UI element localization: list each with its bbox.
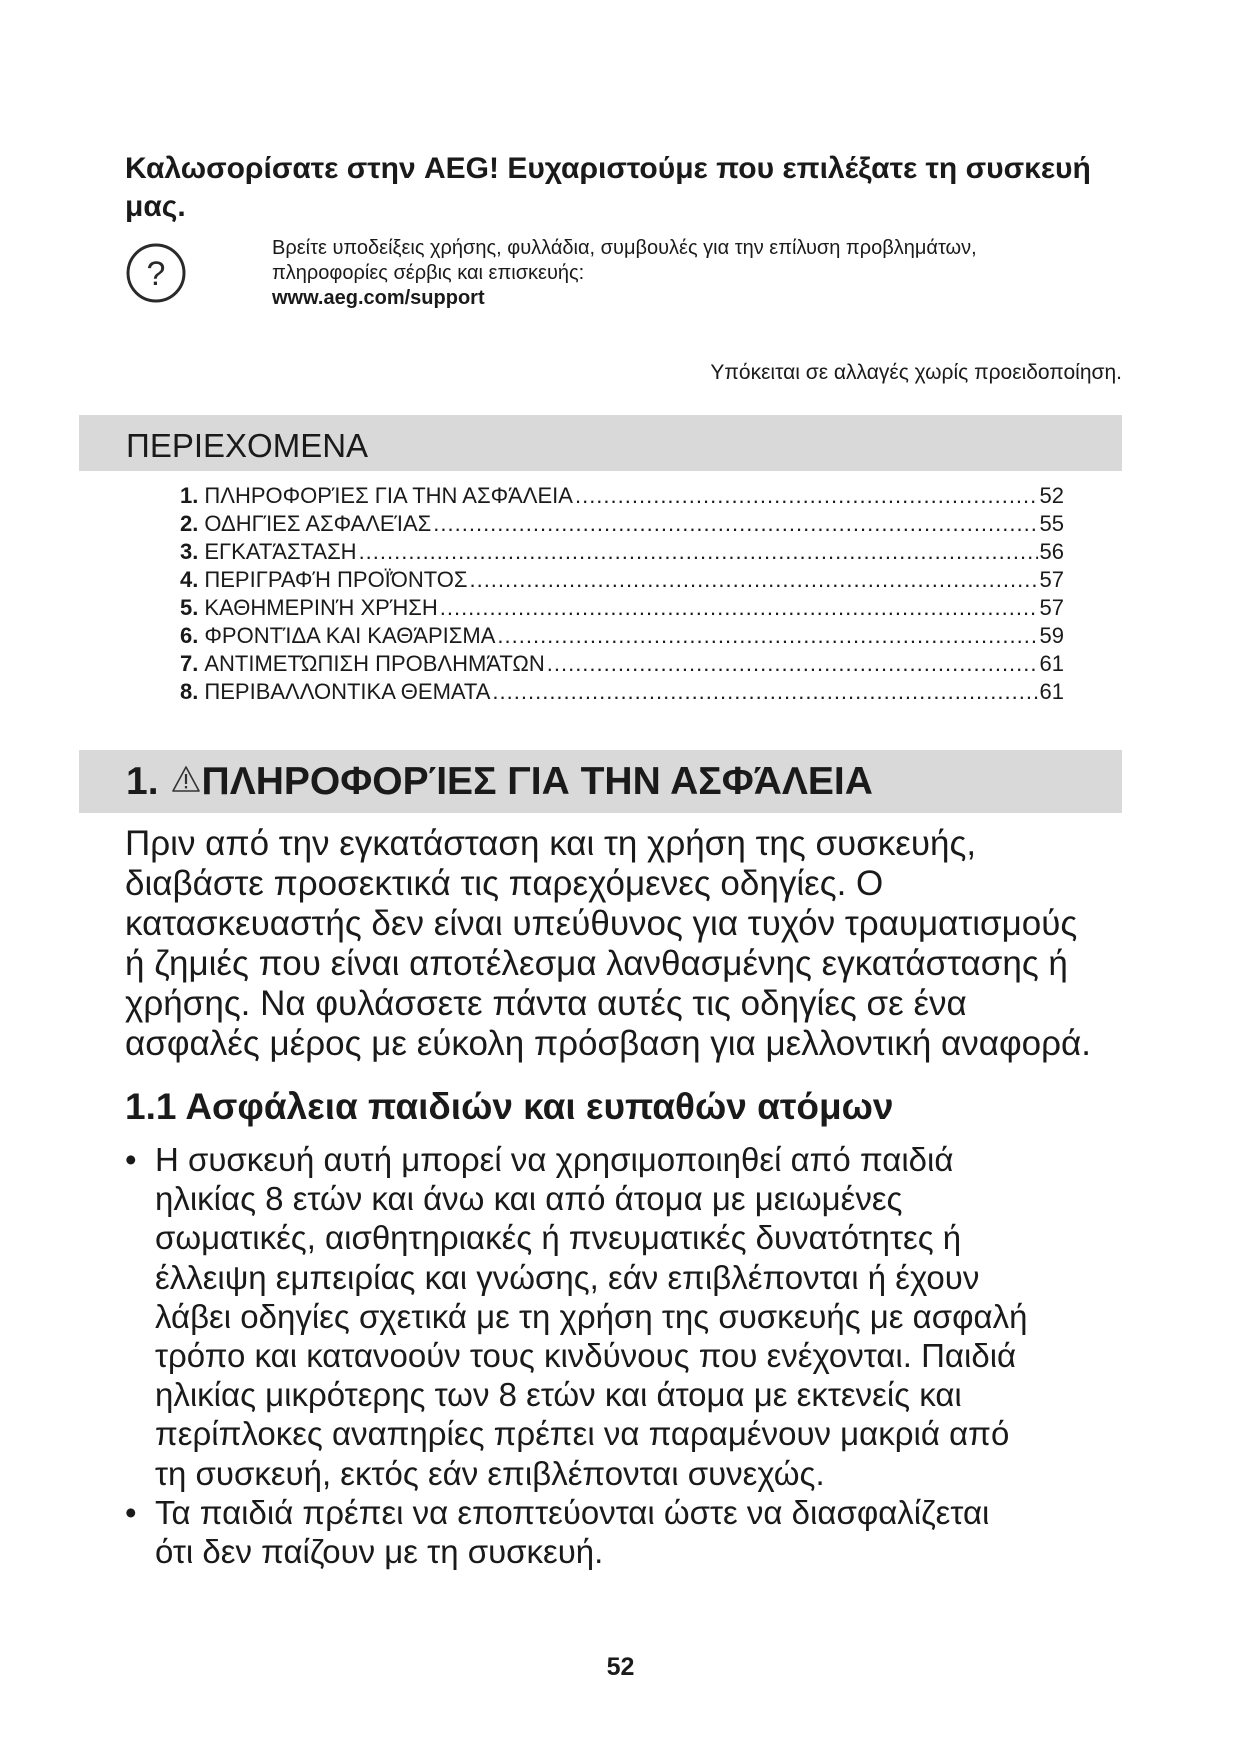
paragraph-line: κατασκευαστής δεν είναι υπεύθυνος για τυχόν τραυματισμούς [125,904,1078,943]
paragraph-line: ασφαλές μέρος με εύκολη πρόσβαση για μελλοντική αναφορά. [125,1024,1092,1063]
toc-item-label: ΦΡΟΝΤΊΔΑ ΚΑΙ ΚΑΘΆΡΙΣΜΑ [204,623,496,648]
bullet-line: λάβει οδηγίες σχετικά με τη χρήση της συσκευής με ασφαλή [155,1297,1028,1335]
bullet-line: ότι δεν παίζουν με τη συσκευή. [155,1533,604,1571]
toc-item-label: ΕΓΚΑΤΆΣΤΑΣΗ [204,539,357,564]
toc-dot-leader [469,566,1037,594]
toc-item-label: ΠΕΡΙΒΑΛΛΟΝΤΙΚΑ ΘΕΜΑΤΑ [204,679,491,704]
toc-item-page: 59 [1039,623,1064,648]
section-title-text: ΠΛΗΡΟΦΟΡΊΕΣ ΓΙΑ ΤΗΝ ΑΣΦΆΛΕΙΑ [201,760,873,803]
bullet-list [125,1140,1135,1571]
question-circle-icon [125,242,187,304]
toc-item-number: 2. [180,511,199,536]
bullet-item [125,1140,1135,1493]
toc-item-number: 5. [180,595,199,620]
support-info [272,236,1132,311]
toc-item-page: 52 [1039,483,1064,508]
toc-dot-leader [433,510,1037,538]
bullet-line: ηλικίας μικρότερης των 8 ετών και άτομα με εκτενείς και [155,1376,962,1414]
bullet-line: τρόπο και κατανοούν τους κινδύνους που ενέχονται. Παιδιά [155,1337,1017,1375]
toc-item-page: 57 [1039,567,1064,592]
subsection-title: 1.1 Ασφάλεια παιδιών και ευπαθών ατόμων [125,1086,894,1127]
bullet-line: σωματικές, αισθητηριακές ή πνευματικές δυνατότητες ή [155,1219,962,1257]
toc-dot-leader [359,538,1038,566]
toc-item[interactable] [180,622,1064,650]
section-number: 1. [126,760,159,803]
toc-item[interactable] [180,482,1064,510]
bullet-line: τη συσκευή, εκτός εάν επιβλέπονται συνεχώς. [155,1454,825,1492]
safety-intro-paragraph [125,824,1135,1064]
bullet-mark: • [125,1493,137,1531]
support-text-line1: Βρείτε υποδείξεις χρήσης, φυλλάδια, συμβουλές για την επίλυση προβλημάτων, [272,237,977,259]
toc-heading: ΠΕΡΙΕΧΟΜΕΝΑ [126,427,369,464]
support-link[interactable]: www.aeg.com/support [272,287,485,309]
toc-item[interactable] [180,538,1064,566]
toc-dot-leader [575,482,1038,510]
toc-item-number: 7. [180,651,199,676]
paragraph-line: Πριν από την εγκατάσταση και τη χρήση της συσκευής, [125,824,977,863]
toc-dot-leader [497,622,1037,650]
toc-item-label: ΚΑΘΗΜΕΡΙΝΉ ΧΡΉΣΗ [204,595,438,620]
toc-item-page: 61 [1039,651,1064,676]
toc-item-page: 61 [1039,679,1064,704]
toc-item-page: 57 [1039,595,1064,620]
toc-item-page: 56 [1039,539,1064,564]
toc-item[interactable] [180,678,1064,706]
welcome-title: Καλωσορίσατε στην AEG! Ευχαριστούμε που επιλέξατε τη συσκευή μας. [125,152,1091,223]
toc-dot-leader [440,594,1038,622]
table-of-contents [180,482,1064,706]
support-text-line2: πληροφορίες σέρβις και επισκευής: [272,262,585,284]
toc-item-number: 3. [180,539,199,564]
toc-item[interactable] [180,510,1064,538]
bullet-line: Η συσκευή αυτή μπορεί να χρησιμοποιηθεί από παιδιά [155,1141,954,1178]
toc-item-number: 4. [180,567,199,592]
bullet-line: έλλειψη εμπειρίας και γνώσης, εάν επιβλέπονται ή έχουν [155,1258,980,1296]
page-number: 52 [606,1653,635,1681]
bullet-line: ηλικίας 8 ετών και άνω και από άτομα με μειωμένες [155,1180,903,1218]
toc-item-label: ΑΝΤΙΜΕΤΏΠΙΣΗ ΠΡΟΒΛΗΜΆΤΩΝ [204,651,545,676]
toc-item-label: ΟΔΗΓΊΕΣ ΑΣΦΑΛΕΊΑΣ [204,511,432,536]
toc-item[interactable] [180,566,1064,594]
subject-to-change-note: Υπόκειται σε αλλαγές χωρίς προειδοποίηση. [710,361,1122,384]
toc-dot-leader [547,650,1038,678]
bullet-item [125,1493,1135,1571]
toc-item[interactable] [180,594,1064,622]
section-header-bar [79,750,1122,813]
toc-item-number: 1. [180,483,199,508]
svg-text:?: ? [146,255,166,293]
paragraph-line: διαβάστε προσεκτικά τις παρεχόμενες οδηγίες. Ο [125,864,884,903]
paragraph-line: ή ζημιές που είναι αποτέλεσμα λανθασμένης εγκατάστασης ή [125,944,1068,983]
bullet-line: Τα παιδιά πρέπει να εποπτεύονται ώστε να διασφαλίζεται [155,1493,990,1531]
toc-header-bar [79,415,1122,471]
toc-item-label: ΠΕΡΙΓΡΑΦΉ ΠΡΟΪΌΝΤΟΣ [204,567,468,592]
toc-item[interactable] [180,650,1064,678]
toc-item-number: 8. [180,679,199,704]
paragraph-line: χρήσης. Να φυλάσσετε πάντα αυτές τις οδηγίες σε ένα [125,984,967,1023]
bullet-line: περίπλοκες αναπηρίες πρέπει να παραμένουν μακριά από [155,1415,1010,1453]
section-title [126,759,873,805]
toc-item-label: ΠΛΗΡΟΦΟΡΊΕΣ ΓΙΑ ΤΗΝ ΑΣΦΆΛΕΙΑ [204,483,573,508]
toc-dot-leader [492,678,1037,706]
toc-item-number: 6. [180,623,199,648]
toc-item-page: 55 [1039,511,1064,536]
warning-triangle-icon [171,765,201,793]
bullet-mark: • [125,1141,137,1178]
